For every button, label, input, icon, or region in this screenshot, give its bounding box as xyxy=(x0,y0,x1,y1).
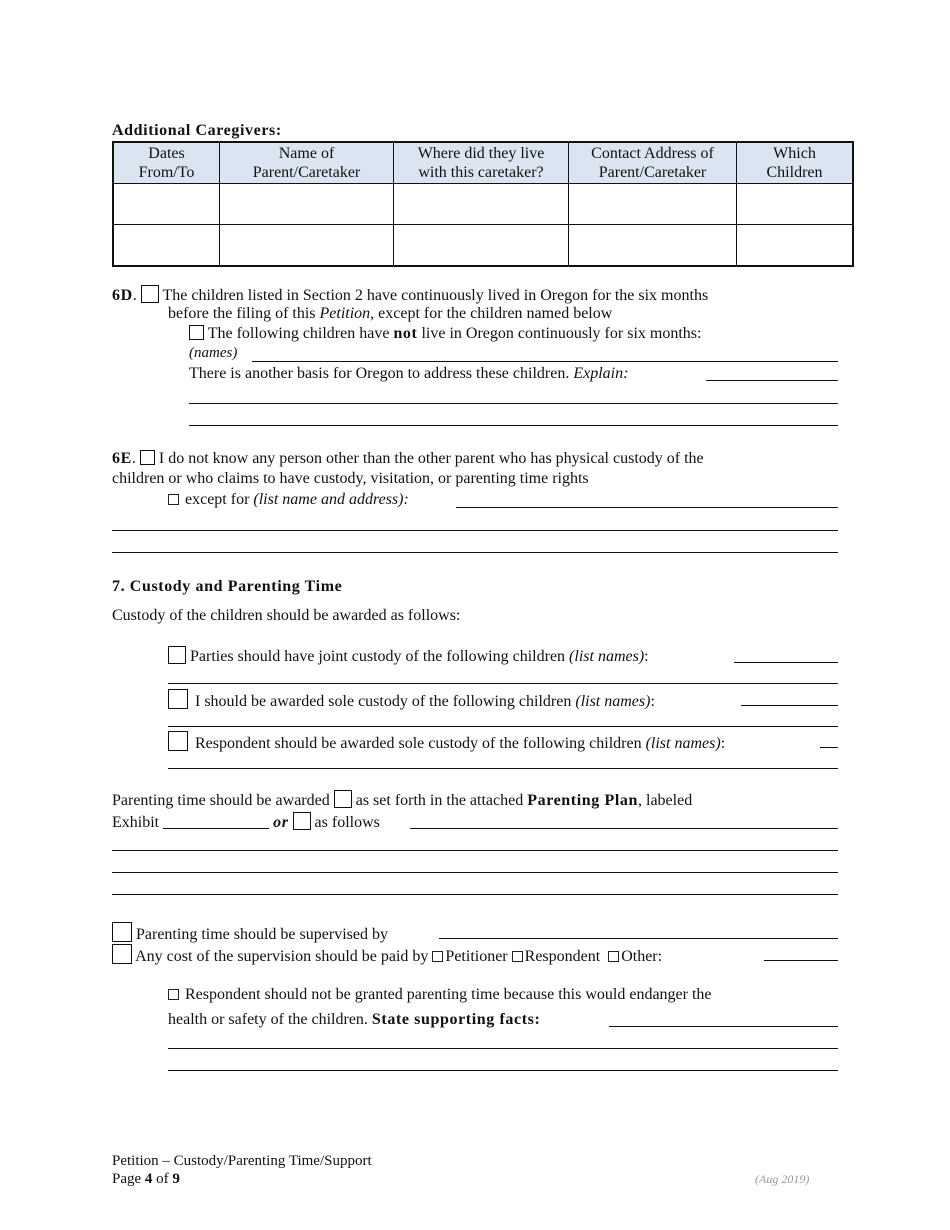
facts-input-line[interactable] xyxy=(609,1026,838,1027)
except-input-line[interactable] xyxy=(112,552,838,553)
sole-custody-respondent-row: Respondent should be awarded sole custody of the following children (list names): xyxy=(168,731,725,753)
cost-row: Any cost of the supervision should be paid by Petitioner Respondent Other: xyxy=(112,944,662,966)
parenting-plan-checkbox[interactable] xyxy=(334,790,352,808)
as-follows-checkbox[interactable] xyxy=(293,812,311,830)
sole-custody-respondent-input-line[interactable] xyxy=(168,768,838,769)
parenting-time-row: Parenting time should be awarded as set forth in the attached Parenting Plan, labeled xyxy=(112,792,693,809)
supervised-row: Parenting time should be supervised by xyxy=(112,922,388,944)
table-cell[interactable] xyxy=(569,184,737,225)
exhibit-input-line[interactable] xyxy=(163,814,269,829)
respondent-checkbox[interactable] xyxy=(512,951,523,962)
section-6d-line2: before the filing of this Petition, except for the children named below xyxy=(168,305,613,322)
revision-date: (Aug 2019) xyxy=(755,1172,810,1186)
page-number: Page 4 of 9 xyxy=(112,1171,180,1187)
column-header: Dates From/To xyxy=(113,142,220,184)
petitioner-checkbox[interactable] xyxy=(432,951,443,962)
joint-custody-input-line[interactable] xyxy=(168,683,838,684)
names-input-line[interactable] xyxy=(252,361,838,362)
except-input-line[interactable] xyxy=(112,530,838,531)
section-6d-text: The children listed in Section 2 have continuously lived in Oregon for the six months xyxy=(162,287,709,304)
section-7-intro: Custody of the children should be awarded as follows: xyxy=(112,607,461,624)
table-cell[interactable] xyxy=(569,225,737,267)
as-follows-input-line[interactable] xyxy=(410,828,838,829)
explain-input-line[interactable] xyxy=(706,380,838,381)
column-header: Contact Address of Parent/Caretaker xyxy=(569,142,737,184)
section-6e-line1: 6E. I do not know any person other than the other parent who has physical custody of the xyxy=(112,450,704,467)
not-lived-row: The following children have not live in Oregon continuously for six months: xyxy=(189,325,701,343)
sole-custody-me-input-line[interactable] xyxy=(741,705,838,706)
not-lived-checkbox[interactable] xyxy=(189,325,204,340)
column-header: Where did they live with this caretaker? xyxy=(394,142,569,184)
except-input-line[interactable] xyxy=(456,507,838,508)
exhibit-row: Exhibit or as follows xyxy=(112,814,380,831)
section-6d-checkbox[interactable] xyxy=(141,285,159,303)
section-7-heading: 7. Custody and Parenting Time xyxy=(112,578,343,595)
column-header: Which Children xyxy=(737,142,854,184)
except-checkbox[interactable] xyxy=(168,494,179,505)
table-cell[interactable] xyxy=(737,184,854,225)
no-parenting-time-row: Respondent should not be granted parenting time because this would endanger the xyxy=(168,986,712,1004)
basis-text: There is another basis for Oregon to address these children. Explain: xyxy=(189,365,629,382)
table-row xyxy=(113,225,853,267)
joint-custody-checkbox[interactable] xyxy=(168,646,186,664)
table-cell[interactable] xyxy=(113,184,220,225)
caregivers-heading: Additional Caregivers: xyxy=(112,122,282,139)
section-6e-checkbox[interactable] xyxy=(140,450,155,465)
sole-custody-respondent-input-line[interactable] xyxy=(820,747,838,748)
joint-custody-input-line[interactable] xyxy=(734,662,838,663)
sole-custody-respondent-checkbox[interactable] xyxy=(168,731,188,751)
other-input-line[interactable] xyxy=(764,960,838,961)
table-cell[interactable] xyxy=(220,225,394,267)
table-cell[interactable] xyxy=(220,184,394,225)
names-label: (names) xyxy=(189,345,238,361)
section-6d-number: 6D xyxy=(112,287,133,304)
except-row: except for (list name and address): xyxy=(168,491,409,509)
caregivers-table xyxy=(112,141,854,267)
footer-title: Petition – Custody/Parenting Time/Support xyxy=(112,1153,372,1169)
footer xyxy=(112,1152,372,1188)
section-6e-number: 6E xyxy=(112,450,132,467)
section-6e-line2: children or who claims to have custody, visitation, or parenting time rights xyxy=(112,470,589,487)
as-follows-input-line[interactable] xyxy=(112,850,838,851)
table-cell[interactable] xyxy=(394,225,569,267)
table-cell[interactable] xyxy=(394,184,569,225)
sole-custody-me-checkbox[interactable] xyxy=(168,689,188,709)
as-follows-input-line[interactable] xyxy=(112,894,838,895)
sole-custody-me-row: I should be awarded sole custody of the following children (list names): xyxy=(168,689,655,711)
table-row xyxy=(113,184,853,225)
no-parenting-time-checkbox[interactable] xyxy=(168,989,179,1000)
explain-input-line[interactable] xyxy=(189,403,838,404)
cost-checkbox[interactable] xyxy=(112,944,132,964)
supervised-input-line[interactable] xyxy=(439,938,838,939)
explain-input-line[interactable] xyxy=(189,425,838,426)
facts-input-line[interactable] xyxy=(168,1070,838,1071)
table-cell[interactable] xyxy=(113,225,220,267)
other-checkbox[interactable] xyxy=(608,951,619,962)
sole-custody-me-input-line[interactable] xyxy=(168,726,838,727)
facts-input-line[interactable] xyxy=(168,1048,838,1049)
as-follows-input-line[interactable] xyxy=(112,872,838,873)
table-cell[interactable] xyxy=(737,225,854,267)
supervised-checkbox[interactable] xyxy=(112,922,132,942)
section-6d-line1: 6D. The children listed in Section 2 have continuously lived in Oregon for the six months xyxy=(112,287,709,304)
column-header: Name of Parent/Caretaker xyxy=(220,142,394,184)
supporting-facts-row: health or safety of the children. State supporting facts: xyxy=(168,1011,541,1028)
joint-custody-row: Parties should have joint custody of the following children (list names): xyxy=(168,646,649,666)
